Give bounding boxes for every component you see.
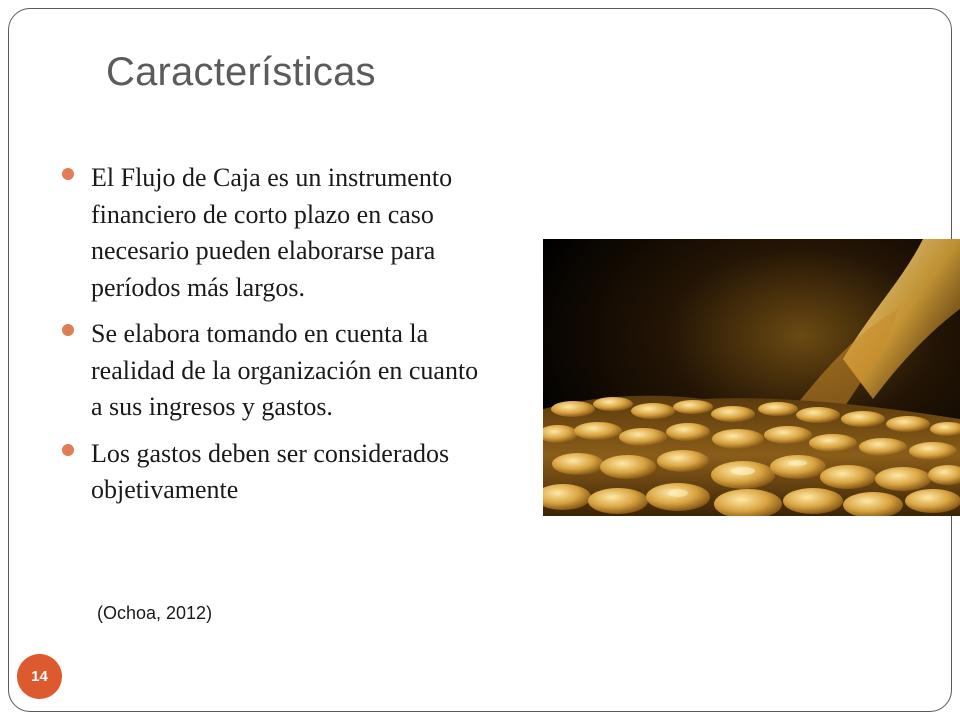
bullet-text: El Flujo de Caja es un instrumento financiero de corto plazo en caso necesario pueden elaborarse para períodos más largos. — [91, 163, 453, 302]
bullet-dot-icon — [62, 168, 74, 180]
slide-title: Características — [106, 50, 376, 94]
bullet-item — [62, 160, 482, 306]
page-number-badge: 14 — [17, 654, 62, 699]
gold-coins-photo — [543, 239, 960, 516]
bullet-item — [62, 436, 482, 509]
bullet-dot-icon — [62, 444, 74, 456]
citation: (Ochoa, 2012) — [97, 603, 213, 623]
bullet-text: Los gastos deben ser considerados objetivamente — [91, 438, 450, 504]
bullet-dot-icon — [62, 324, 74, 336]
bullet-item — [62, 316, 482, 426]
bullet-list — [62, 160, 482, 519]
bullet-text: Se elabora tomando en cuenta la realidad de la organización en cuanto a sus ingresos y gastos. — [91, 319, 479, 421]
